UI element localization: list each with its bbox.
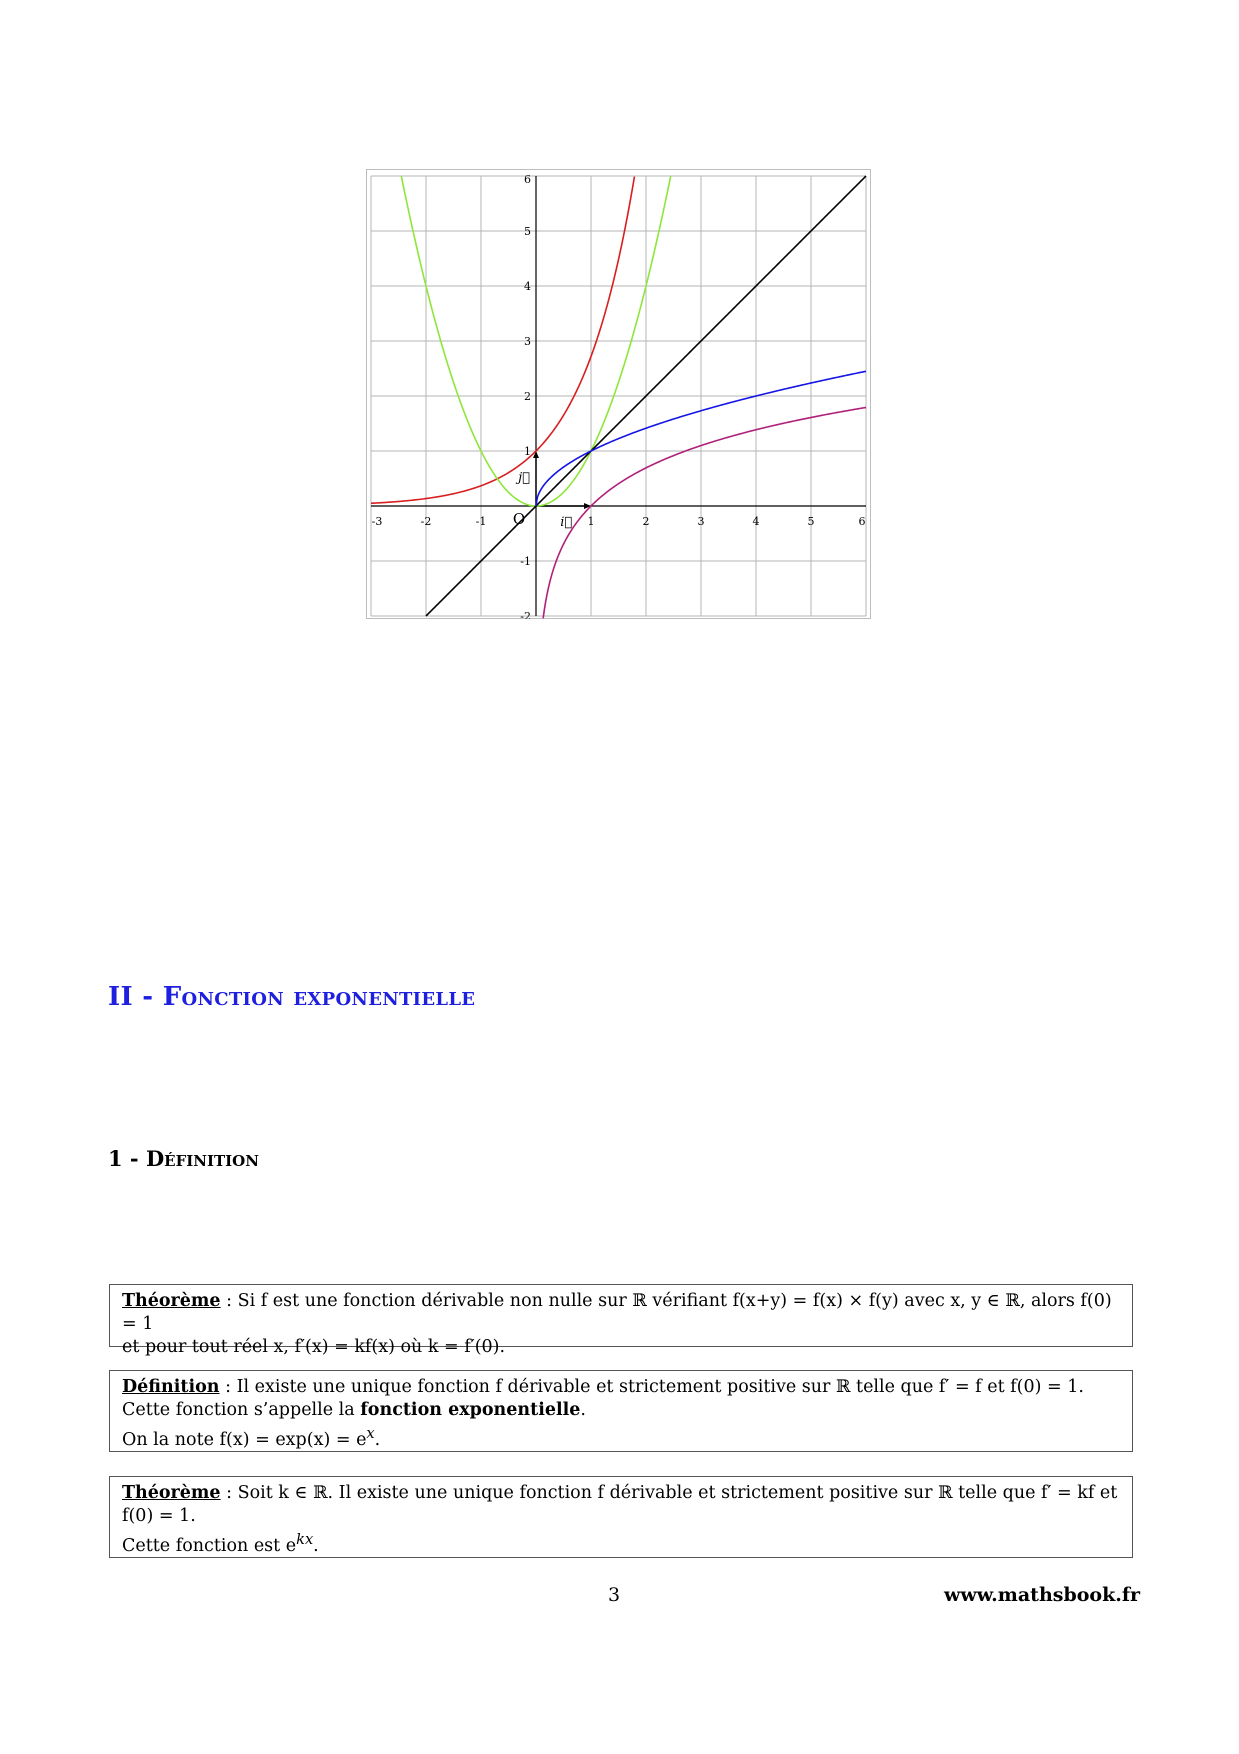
- graph-frame: [367, 170, 871, 619]
- y-tick-label: 4: [524, 280, 531, 293]
- x-tick-label: 1: [587, 515, 595, 528]
- section-heading: II - Fonction exponentielle: [108, 982, 476, 1012]
- grid: [367, 170, 871, 619]
- i-vector-label: i⃗: [560, 515, 573, 530]
- x-tick-label: 3: [697, 515, 705, 528]
- theorem-1-line-1: Théorème : Si f est une fonction dérivable non nulle sur ℝ vérifiant f(x+y) = f(x) × f(y) avec x, y ∈ ℝ, alors f(0) = 1: [122, 1291, 1112, 1334]
- theorem-2-line-1: Théorème : Soit k ∈ ℝ. Il existe une unique fonction f dérivable et strictement positive sur ℝ telle que f′ = kf et: [122, 1483, 1118, 1503]
- x-tick-label: -2: [420, 515, 432, 528]
- y-tick-label: 3: [524, 335, 531, 348]
- theorem-1-line-2: et pour tout réel x, f′(x) = kf(x) où k = f′(0).: [122, 1337, 506, 1357]
- function-graph: [366, 169, 871, 619]
- definition-line-3: On la note $f(x) = \exp(x) = e^x$.: [122, 1425, 381, 1450]
- subsection-heading: 1 - Définition: [108, 1146, 259, 1171]
- theorem-2-line-3: Cette fonction est $e^{kx}$.: [122, 1531, 319, 1556]
- y-tick-label: 5: [524, 225, 531, 238]
- j-vector-label: j⃗: [518, 470, 530, 486]
- x-tick-label: 5: [807, 515, 815, 528]
- y-tick-label: -2: [520, 610, 531, 619]
- y-tick-label: 2: [524, 390, 531, 403]
- definition-line-2: Cette fonction s’appelle la fonction exponentielle.: [122, 1400, 586, 1420]
- x-tick-label: 6: [858, 515, 866, 528]
- theorem-box-2: [109, 1476, 1133, 1558]
- theorem-box-1: [109, 1284, 1133, 1357]
- x-tick-label: -1: [475, 515, 487, 528]
- site-url: www.mathsbook.fr: [944, 1584, 1141, 1606]
- y-tick-label: -1: [520, 555, 531, 568]
- theorem-keyword: Théorème: [122, 1483, 221, 1503]
- theorem-2-line-2: f(0) = 1.: [122, 1506, 196, 1526]
- curve-ln-x: [543, 407, 866, 618]
- x-tick-label: 4: [752, 515, 760, 528]
- curve-exp-x: [371, 177, 634, 504]
- theorem-keyword: Théorème: [122, 1291, 221, 1311]
- definition-line-1: Définition : Il existe une unique fonction f dérivable et strictement positive sur ℝ telle que f′ = f et f(0) = 1.: [122, 1377, 1084, 1397]
- x-tick-label: -3: [371, 515, 383, 528]
- definition-keyword: Définition: [122, 1377, 220, 1397]
- x-tick-label: 2: [642, 515, 650, 528]
- curves: [371, 176, 866, 618]
- page-number: 3: [608, 1584, 621, 1606]
- definition-box: [109, 1370, 1133, 1452]
- origin-label: O: [512, 510, 526, 528]
- y-tick-label: 1: [524, 445, 531, 458]
- y-tick-label: 6: [524, 173, 531, 186]
